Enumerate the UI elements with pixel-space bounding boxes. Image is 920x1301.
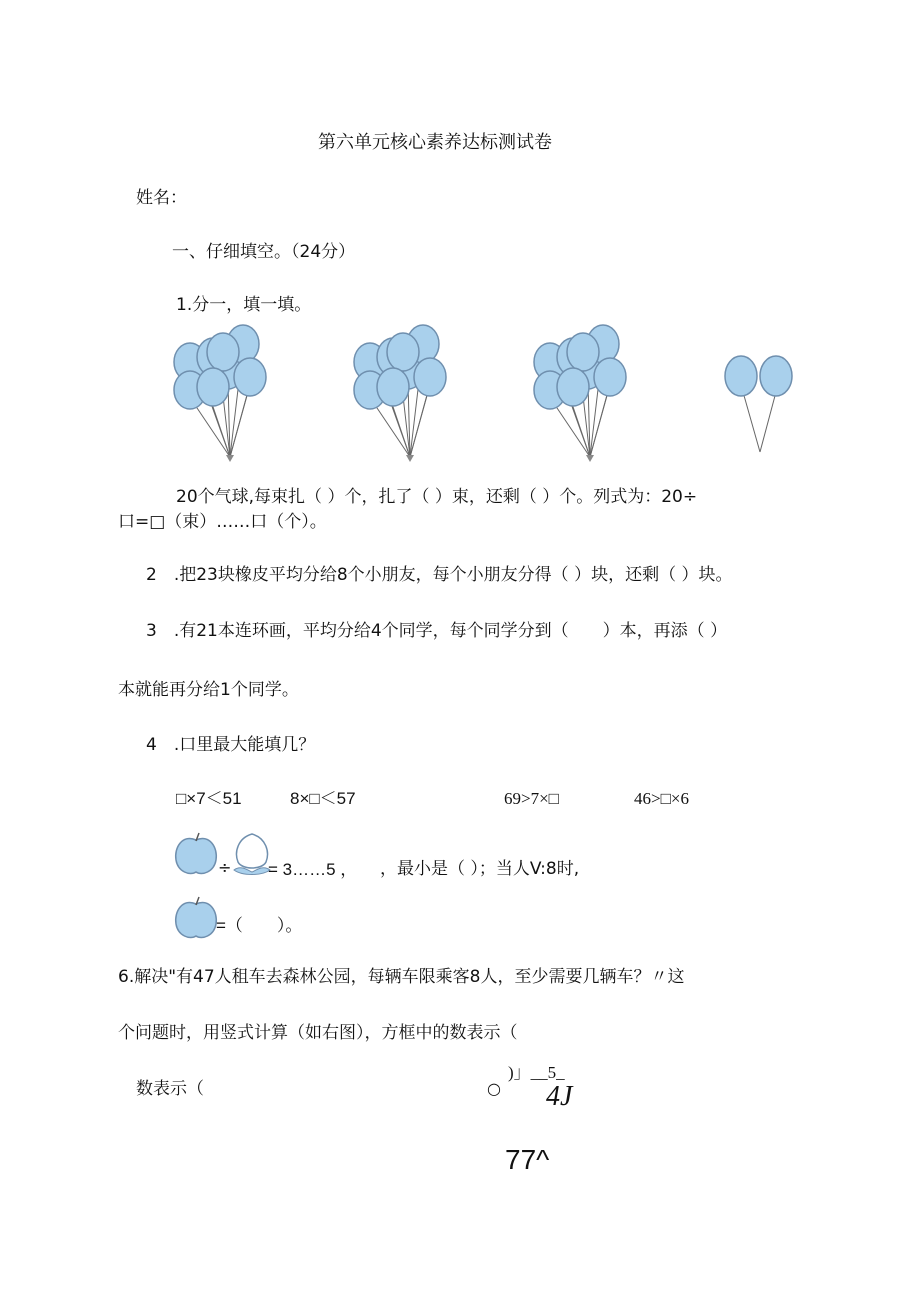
question-1-heading: 1.分一，填一填。 xyxy=(176,295,312,315)
expression-4: 46>□×6 xyxy=(634,789,689,808)
name-label: 姓名： xyxy=(136,188,187,208)
balloon-pair xyxy=(725,356,792,452)
question-6-line-2: 个问题时，用竖式计算（如右图），方框中的数表示（ xyxy=(118,1023,518,1043)
question-2: 2 .把23块橡皮平均分给8个小朋友，每个小朋友分得（ ）块，还剩（ ）块。 xyxy=(146,565,733,585)
balloon-bunch-3 xyxy=(534,325,626,462)
balloon-bunch-1 xyxy=(174,325,266,462)
question-3-line-1: 3 .有21本连环画，平均分给4个同学，每个同学分到（ ）本，再添（ ） xyxy=(146,621,728,641)
apple-icon xyxy=(172,832,220,878)
balloon-illustrations xyxy=(168,322,798,467)
calc-top: )」__5_ xyxy=(508,1063,565,1082)
expression-1: □×7＜51 xyxy=(176,789,242,808)
question-3-line-2: 本就能再分给1个同学。 xyxy=(118,680,299,700)
divide-sign: ÷ xyxy=(218,858,232,877)
question-6-line-3: 数表示（ xyxy=(136,1079,204,1099)
apple-icon-2 xyxy=(172,896,220,942)
question-1-line-2: 口=□（束）……口（个）。 xyxy=(118,512,327,532)
expression-3: 69>7×□ xyxy=(504,789,559,808)
division-equation: = 3……5 ， xyxy=(268,860,358,879)
calc-bottom: 77^ xyxy=(505,1144,550,1175)
question-5-answer: =（ ）。 xyxy=(216,916,303,935)
question-6-line-1: 6.解决"有47人租车去森林公园，每辆车限乘客8人，至少需要几辆车？〃这 xyxy=(118,967,685,987)
page-title: 第六单元核心素养达标测试卷 xyxy=(318,132,552,153)
calc-middle: 4J xyxy=(546,1081,573,1112)
balloon-bunch-2 xyxy=(354,325,446,462)
question-4-heading: 4 .口里最大能填几？ xyxy=(146,735,316,755)
expression-2: 8×□＜57 xyxy=(290,789,356,808)
question-5-tail: ，最小是（ ）；当人V:8时, xyxy=(380,859,580,879)
question-1-line-1: 20个气球,每束扎（ ）个，扎了（ ）束，还剩（ ）个。列式为：20÷ xyxy=(176,487,698,507)
section-heading: 一、仔细填空。（24分） xyxy=(172,242,356,262)
circle-mark: ○ xyxy=(487,1079,501,1098)
